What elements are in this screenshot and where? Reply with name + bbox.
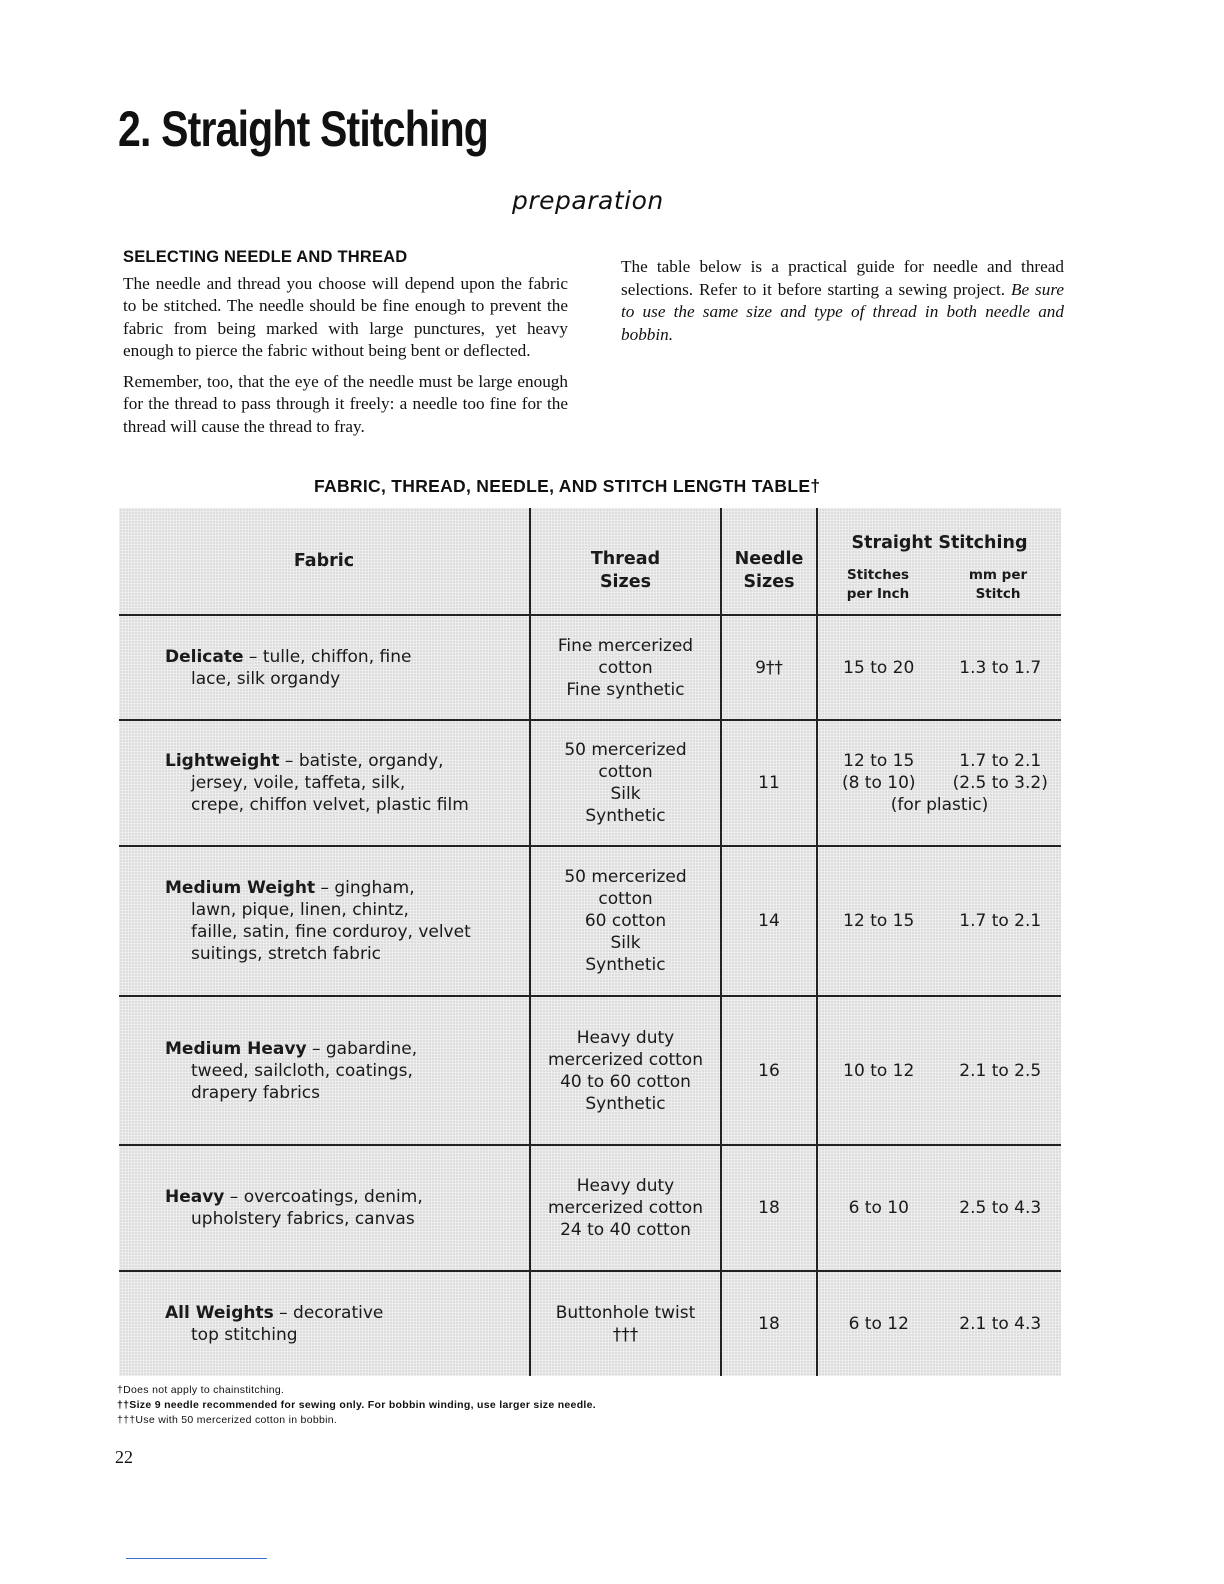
fabric-continuation-line: lawn, pique, linen, chintz,: [191, 900, 409, 920]
thread-line: Silk: [610, 784, 641, 804]
header-fabric: [119, 508, 529, 614]
thread-line: mercerized cotton: [548, 1049, 703, 1070]
thread-line: Heavy duty: [576, 1176, 675, 1196]
stitch-cell: [818, 721, 1061, 845]
thread-line: 50 mercerized: [564, 867, 687, 887]
thread-line: cotton: [598, 762, 653, 782]
header-thread-line-1: Thread: [590, 549, 661, 569]
stitch-values: [818, 750, 1061, 772]
fabric-cell: [119, 616, 575, 719]
fabric-description: – gingham,: [315, 878, 415, 898]
fabric-continuation-line: jersey, voile, taffeta, silk,: [191, 773, 406, 793]
fabric-first-line: [165, 1186, 575, 1208]
header-thread-line-2: Sizes: [599, 572, 652, 592]
fabric-first-line: [165, 1038, 575, 1060]
section-subtitle: preparation: [512, 186, 664, 215]
intro-paragraph-2: Remember, too, that the eye of the needle must be large enough for the thread to pass through it freely: a needle too fine for the thread will cause the thread to fray.: [123, 371, 568, 436]
stitches-per-inch: 6 to 12: [848, 1314, 909, 1334]
stitch-values: [818, 1060, 1061, 1082]
header-needle-line-1: Needle: [734, 549, 804, 569]
thread-cell: [531, 721, 720, 845]
thread-line: mercerized cotton: [548, 1198, 703, 1218]
stitch-cell: [818, 847, 1061, 995]
fabric-first-line: [165, 877, 575, 899]
fabric-cell: [119, 1146, 575, 1270]
stitch-cell: [818, 616, 1061, 719]
stitch-values: [818, 1313, 1061, 1335]
intro-paragraph-3-text: The table below is a practical guide for needle and thread selections. Refer to it before starting a sewing project.: [621, 257, 1064, 299]
fabric-cell: [119, 721, 575, 845]
fabric-continuation-line: top stitching: [191, 1325, 298, 1345]
fabric-continuation-line: faille, satin, fine corduroy, velvet: [191, 922, 471, 942]
stitch-values: [818, 1197, 1061, 1219]
thread-cell: [531, 1146, 720, 1270]
fabric-description: – gabardine,: [306, 1038, 418, 1059]
thread-cell: [531, 997, 720, 1144]
fabric-continuation-line: tweed, sailcloth, coatings,: [191, 1060, 413, 1081]
thread-line: Heavy duty: [576, 1027, 675, 1048]
page-title: 2. Straight Stitching: [118, 101, 489, 157]
thread-line: cotton: [598, 657, 653, 678]
fabric-cell: [119, 847, 575, 995]
thread-line: †††: [612, 1325, 639, 1345]
thread-line: Synthetic: [585, 806, 666, 826]
mm-per-stitch: 1.7 to 2.1: [959, 751, 1042, 771]
stitch-values: [818, 772, 1061, 794]
page-number: 22: [115, 1447, 133, 1467]
header-mm-line-1: mm per: [968, 567, 1028, 583]
thread-line: Silk: [610, 933, 641, 953]
thread-line: Fine synthetic: [566, 679, 685, 700]
needle-size: 9††: [755, 657, 783, 678]
stitch-note: (for plastic): [890, 795, 989, 815]
thread-cell: [531, 616, 720, 719]
intro-paragraph-3: [621, 256, 1064, 346]
fabric-weight-name: All Weights: [165, 1303, 274, 1323]
needle-size: 18: [758, 1198, 780, 1218]
thread-line: Synthetic: [585, 1093, 666, 1114]
thread-line: cotton: [598, 889, 653, 909]
fabric-weight-name: Medium Heavy: [165, 1038, 307, 1059]
fabric-first-line: [165, 1302, 575, 1324]
stitch-cell: [818, 1272, 1061, 1376]
stitch-length-table: [119, 508, 1061, 1376]
needle-cell: [722, 1272, 816, 1376]
header-needle-line-2: Sizes: [743, 572, 795, 592]
stitch-values: [818, 657, 1061, 679]
mm-per-stitch: 1.3 to 1.7: [959, 657, 1042, 678]
thread-line: 60 cotton: [584, 911, 667, 931]
stitch-cell: [818, 1146, 1061, 1270]
fabric-first-line: [165, 750, 575, 772]
intro-left-column: [123, 246, 568, 446]
thread-cell: [531, 1272, 720, 1376]
header-stitches-per-inch: [818, 564, 938, 606]
needle-cell: [722, 1146, 816, 1270]
header-needle-sizes: [722, 518, 816, 624]
fabric-continuation-line: drapery fabrics: [191, 1082, 321, 1103]
needle-cell: [722, 721, 816, 845]
fabric-weight-name: Delicate: [165, 646, 244, 667]
fabric-description: – tulle, chiffon, fine: [243, 646, 412, 667]
fabric-continuation-line: upholstery fabrics, canvas: [191, 1209, 415, 1229]
fabric-continuation-line: lace, silk organdy: [191, 668, 341, 689]
header-straight-stitching: [818, 528, 1061, 558]
thread-line: 24 to 40 cotton: [560, 1220, 691, 1240]
mm-per-stitch: 2.1 to 2.5: [959, 1060, 1042, 1081]
thread-cell: [531, 847, 720, 995]
header-mm-per-stitch: [938, 564, 1058, 606]
stitches-per-inch: 15 to 20: [843, 657, 915, 678]
stitches-per-inch: 6 to 10: [848, 1198, 909, 1218]
stitches-per-inch: 12 to 15: [843, 911, 915, 931]
fabric-cell: [119, 997, 575, 1144]
needle-size: 18: [758, 1314, 780, 1334]
needle-cell: [722, 847, 816, 995]
table-title: FABRIC, THREAD, NEEDLE, AND STITCH LENGTH TABLE†: [314, 476, 821, 496]
fabric-description: – decorative: [273, 1303, 384, 1323]
thread-line: Synthetic: [585, 955, 666, 975]
mm-per-stitch: 1.7 to 2.1: [959, 911, 1042, 931]
stitch-cell: [818, 997, 1061, 1144]
fabric-description: – overcoatings, denim,: [224, 1187, 423, 1207]
thread-line: Fine mercerized: [557, 635, 694, 656]
fabric-first-line: [165, 646, 575, 668]
footnote-2: ††Size 9 needle recommended for sewing only. For bobbin winding, use larger size needle.: [117, 1399, 596, 1411]
fabric-weight-name: Medium Weight: [165, 878, 316, 898]
needle-size: 14: [758, 911, 780, 931]
needle-cell: [722, 997, 816, 1144]
fabric-continuation-line: crepe, chiffon velvet, plastic film: [191, 795, 469, 815]
header-thread-sizes: [531, 518, 720, 624]
stitch-values: [818, 910, 1061, 932]
mm-per-stitch: 2.1 to 4.3: [959, 1314, 1042, 1334]
stitches-per-inch: (8 to 10): [841, 773, 916, 793]
mm-per-stitch: (2.5 to 3.2): [952, 773, 1048, 793]
fabric-description: – batiste, organdy,: [279, 751, 444, 771]
header-straight-stitching-label: Straight Stitching: [851, 532, 1028, 553]
header-spi-line-2: per Inch: [846, 586, 910, 602]
thread-line: 40 to 60 cotton: [560, 1071, 691, 1092]
intro-paragraph-1: The needle and thread you choose will depend upon the fabric to be stitched. The needle should be fine enough to prevent the fabric from being marked with large punctures, yet heavy enough to pierce the fabric without being bent or deflected.: [123, 273, 568, 360]
fabric-weight-name: Lightweight: [165, 751, 280, 771]
intro-right-column: [621, 256, 1064, 354]
bottom-rule: [126, 1558, 267, 1559]
stitches-per-inch: 12 to 15: [843, 751, 915, 771]
needle-size: 11: [758, 773, 780, 793]
mm-per-stitch: 2.5 to 4.3: [959, 1198, 1042, 1218]
fabric-weight-name: Heavy: [165, 1187, 225, 1207]
stitches-per-inch: 10 to 12: [843, 1060, 915, 1081]
header-spi-line-1: Stitches: [846, 567, 910, 583]
thread-line: Buttonhole twist: [555, 1303, 696, 1323]
thread-line: 50 mercerized: [564, 740, 687, 760]
header-mm-line-2: Stitch: [975, 586, 1021, 602]
footnote-1: †Does not apply to chainstitching.: [117, 1384, 285, 1396]
needle-size: 16: [758, 1060, 780, 1081]
header-fabric-label: Fabric: [293, 550, 355, 571]
footnotes: [117, 1383, 596, 1428]
fabric-cell: [119, 1272, 575, 1376]
needle-cell: [722, 616, 816, 719]
footnote-3: †††Use with 50 mercerized cotton in bobbin.: [117, 1414, 338, 1426]
intro-paragraph-3-emphasis: Be sure to use the same size and type of thread in both needle and bobbin.: [621, 279, 1064, 344]
section-heading: SELECTING NEEDLE AND THREAD: [123, 248, 408, 266]
fabric-continuation-line: suitings, stretch fabric: [191, 944, 382, 964]
